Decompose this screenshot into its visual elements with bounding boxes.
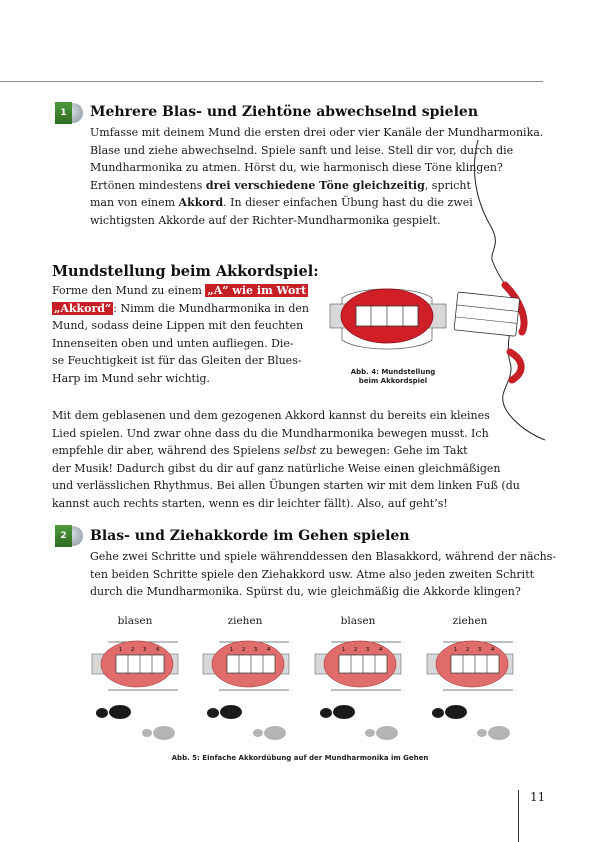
- exercise-1-line: wichtigsten Akkorde auf der Richter-Mundharmonika gespielt.: [90, 214, 441, 227]
- footprint-toe: [96, 708, 108, 718]
- hole-number: 1: [342, 647, 346, 653]
- figure-5-label: blasen: [340, 615, 376, 627]
- footprint-toe: [253, 729, 263, 737]
- mouth-line: Innenseiten oben und unten aufliegen. Die-: [52, 336, 294, 350]
- mouth-line: Mund, sodass deine Lippen mit den feuchten: [52, 319, 304, 333]
- footprint-right-gray: [365, 726, 398, 740]
- mouth-line: se Feuchtigkeit ist für das Gleiten der Blues-: [52, 354, 302, 368]
- exercise-2-line: Gehe zwei Schritte und spiele währenddessen den Blasakkord, während der nächs-: [90, 550, 557, 563]
- exercise-1-line: Umfasse mit deinem Mund die ersten drei oder vier Kanäle der Mundharmonika.: [90, 126, 544, 139]
- exercise-1-title: Mehrere Blas- und Ziehtöne abwechselnd spielen: [90, 104, 478, 120]
- exercise-2-line: durch die Mundharmonika. Spürst du, wie gleichmäßig die Akkorde klingen?: [90, 585, 521, 599]
- exercise-1-line: Ertönen mindestens drei verschiedene Töne gleichzeitig, spricht: [90, 178, 471, 192]
- mouth-diagram-4: [427, 641, 513, 690]
- footprint-sole: [488, 726, 510, 740]
- figure-5-label: ziehen: [452, 615, 488, 627]
- paragraph-line: Mit dem geblasenen und dem gezogenen Akkord kannst du bereits ein kleines: [52, 409, 490, 422]
- exercise-1-line: Mundharmonika zu atmen. Hörst du, wie harmonisch diese Töne klingen?: [90, 161, 503, 175]
- footprint-toe: [207, 708, 219, 718]
- paragraph-line: und verlässlichen Rhythmus. Bei allen Übungen starten wir mit dem linken Fuß (du: [52, 479, 520, 493]
- paragraph-line: empfehle dir aber, während des Spielens selbst zu bewegen: Gehe im Takt: [52, 444, 468, 458]
- hole-number: 2: [354, 647, 358, 653]
- paragraph-line: kannst auch rechts starten, wenn es dir leichter fällt). Also, auf geht’s!: [52, 497, 448, 510]
- exercise-1-line: Blase und ziehe abwechselnd. Spiele sanft und leise. Stell dir vor, durch die: [90, 143, 514, 157]
- exercise-number: 1: [55, 102, 72, 124]
- page-number-rule: [518, 790, 519, 842]
- mouth-diagram-3: [315, 641, 401, 690]
- mouth-diagram-2: [203, 641, 289, 690]
- hole-number: 4: [267, 647, 271, 653]
- hole-number: 3: [254, 647, 258, 653]
- figure-5-label: ziehen: [227, 615, 263, 627]
- hole-number: 3: [478, 647, 482, 653]
- figure-5-label: blasen: [117, 615, 153, 627]
- footprint-toe: [142, 729, 152, 737]
- footprint-left-dark: [96, 705, 131, 719]
- footprint-toe: [432, 708, 444, 718]
- hole-number: 4: [491, 647, 495, 653]
- figure-4-caption-line: Abb. 4: Mundstellung: [350, 368, 436, 376]
- footprint-toe: [320, 708, 332, 718]
- hole-number: 3: [366, 647, 370, 653]
- footprint-right-gray: [477, 726, 510, 740]
- page-number: 11: [530, 790, 546, 804]
- footprint-sole: [376, 726, 398, 740]
- exercise-number: 2: [55, 525, 72, 547]
- paragraph-line: der Musik! Dadurch gibst du dir auf ganz natürliche Weise einen gleichmäßigen: [52, 461, 501, 475]
- exercise-2-line: ten beiden Schritte spiele den Ziehakkord usw. Atme also jeden zweiten Schritt: [90, 567, 535, 581]
- paragraph-line: Lied spielen. Und zwar ohne dass du die Mundharmonika bewegen musst. Ich: [52, 426, 489, 440]
- hole-number: 2: [242, 647, 246, 653]
- footprint-sole: [153, 726, 175, 740]
- footprint-sole: [220, 705, 242, 719]
- figure-4-caption-line: beim Akkordspiel: [358, 377, 428, 385]
- hole-number: 2: [131, 647, 135, 653]
- footprint-sole: [264, 726, 286, 740]
- footprint-sole: [109, 705, 131, 719]
- hole-number: 1: [230, 647, 234, 653]
- footprint-left-dark: [207, 705, 242, 719]
- mouth-diagram-1: [92, 641, 178, 690]
- mouth-position-title: Mundstellung beim Akkordspiel:: [52, 263, 319, 280]
- footprint-right-gray: [253, 726, 286, 740]
- hole-number: 4: [156, 647, 160, 653]
- exercise-1-line: man von einem Akkord. In dieser einfachen Übung hast du die zwei: [90, 196, 473, 210]
- footprint-left-dark: [320, 705, 355, 719]
- footprint-right-gray: [142, 726, 175, 740]
- mouth-line: Harp im Mund sehr wichtig.: [52, 372, 211, 385]
- hole-number: 3: [143, 647, 147, 653]
- figure-5-caption: Abb. 5: Einfache Akkordübung auf der Mundharmonika im Gehen: [171, 754, 429, 762]
- footprint-toe: [365, 729, 375, 737]
- mouth-line: „Akkord“ : Nimm die Mundharmonika in den: [54, 301, 310, 315]
- hole-number: 2: [466, 647, 470, 653]
- exercise-2-title: Blas- und Ziehakkorde im Gehen spielen: [90, 528, 410, 544]
- footprint-sole: [333, 705, 355, 719]
- mouth-line: Forme den Mund zu einem „A“ wie im Wort: [52, 284, 307, 297]
- footprint-left-dark: [432, 705, 467, 719]
- footprint-sole: [445, 705, 467, 719]
- footprint-toe: [477, 729, 487, 737]
- hole-number: 4: [379, 647, 383, 653]
- hole-number: 1: [454, 647, 458, 653]
- hole-number: 1: [119, 647, 123, 653]
